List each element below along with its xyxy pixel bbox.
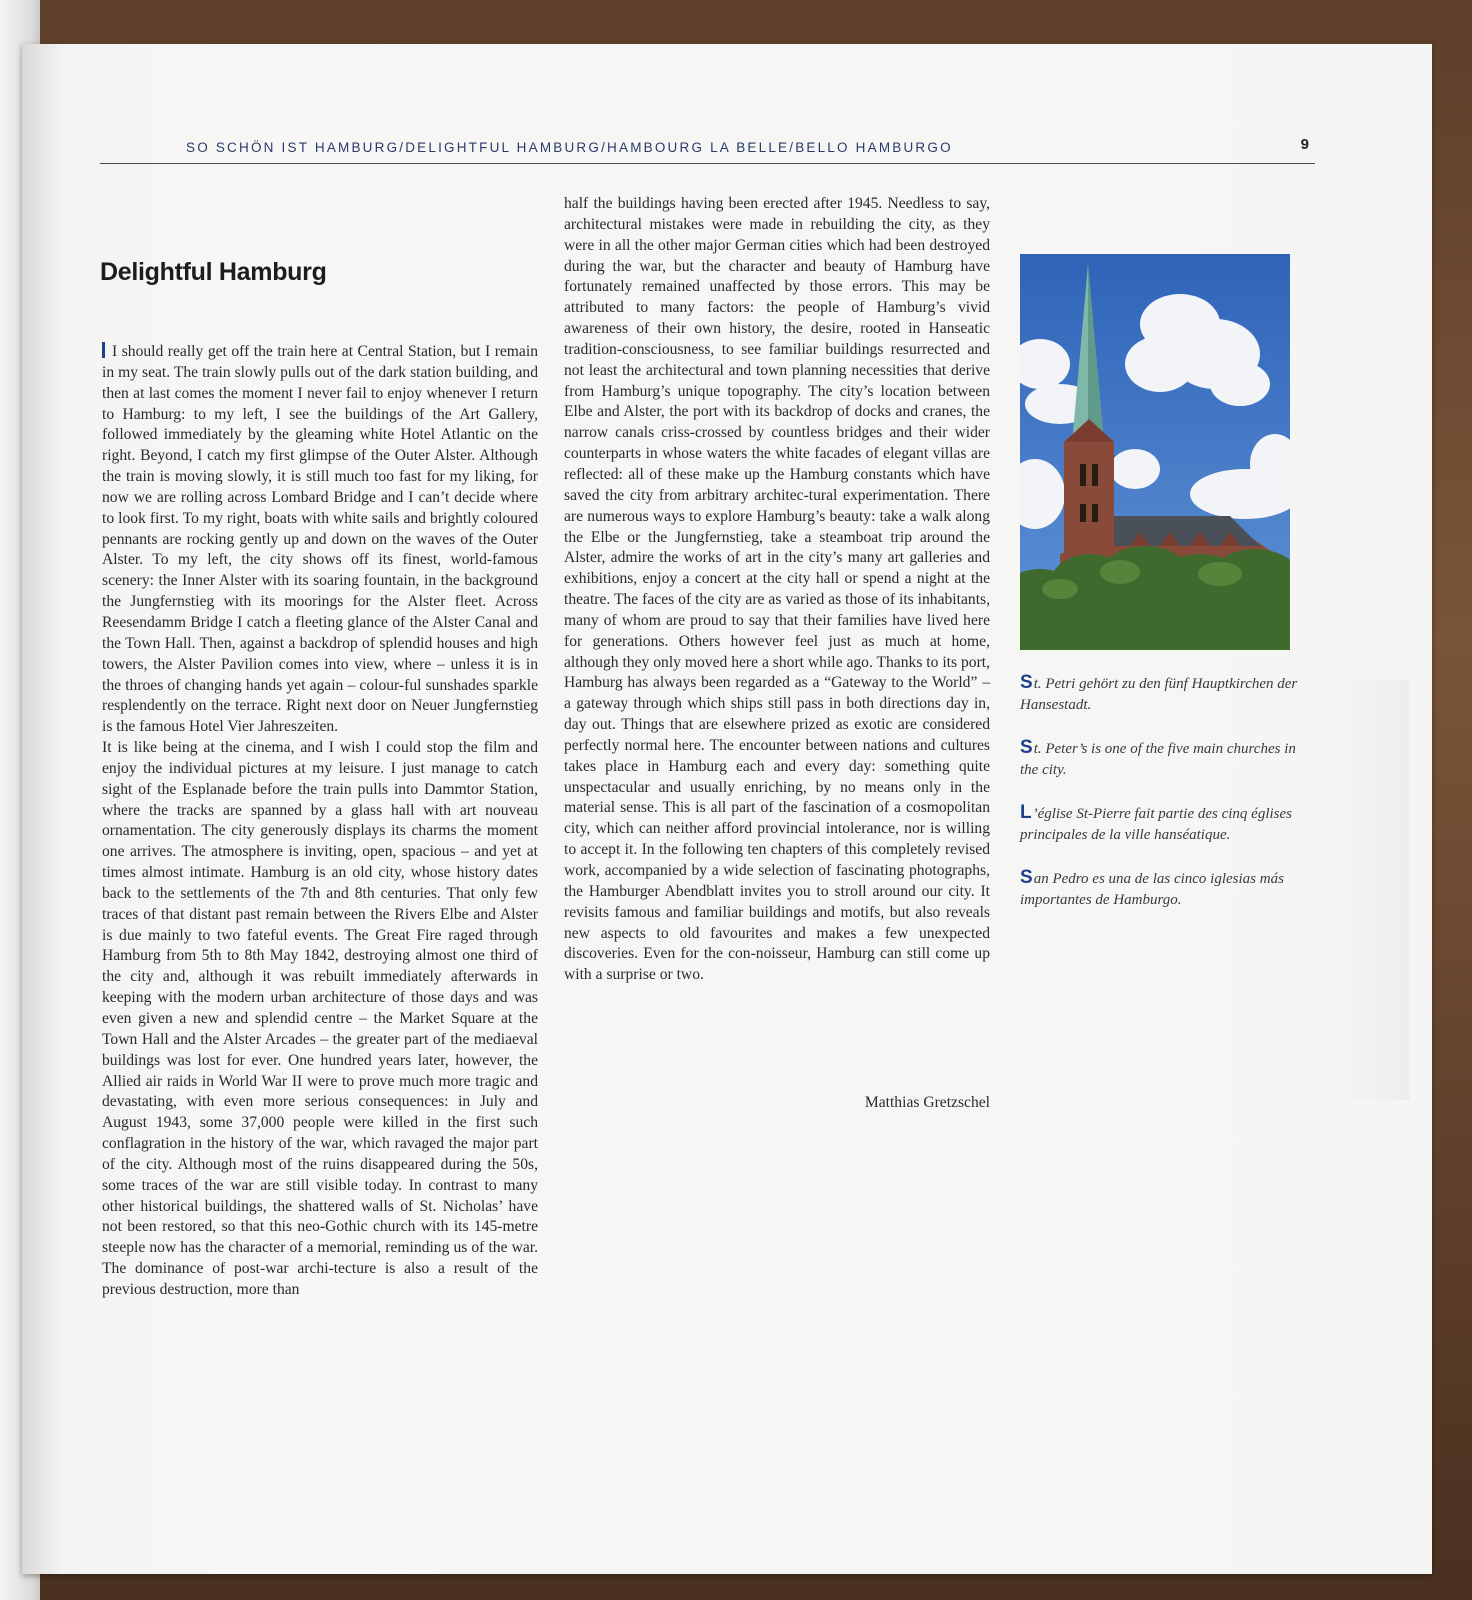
paragraph-1 bbox=[102, 342, 538, 738]
caption-initial: S bbox=[1020, 672, 1033, 693]
photo-captions bbox=[1020, 672, 1300, 932]
paragraph-1-text: I should really get off the train here at Central Station, but I remain in my seat. The train slowly pulls out of the dark station building, and then at last comes the moment I never fail to enjoy whenever I return to Hamburg: to my left, I see the buildings of the Art Gallery, followed immediately by the gleaming white Hotel Atlantic on the right. Beyond, I catch my first glimpse of the Outer Alster. Although the train is moving slowly, it is still much too fast for my liking, for now we are rolling across Lombard Bridge and I can’t decide where to look first. To my right, boats with white sails and brightly coloured pennants are rocking gently up and down on the waves of the Outer Alster. To my left, the city shows off its finest, world-famous scenery: the Inner Alster with its soaring fountain, in the background the Jungfernstieg with its moorings for the Alster fleet. Across Reesendamm Bridge I catch a fleeting glance of the Alster Canal and the Town Hall. Then, against a backdrop of splendid houses and high towers, the Alster Pavilion comes into view, where – unless it is in the throes of changing hands yet again – colour-ful sunshades sparkle resplendently on the terrace. Right next door on Neuer Jungfernstieg is the famous Hotel Vier Jahreszeiten. bbox=[102, 343, 538, 736]
caption-text: an Pedro es una de las cinco iglesias más importantes de Hamburgo. bbox=[1020, 871, 1284, 908]
caption-english bbox=[1020, 737, 1300, 781]
paragraph-2: It is like being at the cinema, and I wish I could stop the film and enjoy the individual pictures at my leisure. I just manage to catch sight of the Esplanade before the train pulls into Dammtor Station, where the tracks are spanned by a glass hall with art nouveau ornamentation. The city generously displays its charms the moment one arrives. The atmosphere is inviting, open, spacious – and yet at times almost intimate. Hamburg is an old city, whose history dates back to the settlements of the 7th and 8th centuries. That only few traces of that distant past remain between the Rivers Elbe and Alster is due mainly to two fateful events. The Great Fire raged through Hamburg from 5th to 8th May 1842, destroying almost one third of the city and, although it was rebuilt immediately afterwards in keeping with the modern urban architecture of those days and was even given a new and splendid centre – the Market Square at the Town Hall and the Alster Arcades – the greater part of the mediaeval buildings was lost for ever. One hundred years later, however, the Allied air raids in World War II were to prove much more tragic and devastating, with even more serious consequences: in July and August 1943, some 37,000 people were killed in the first such conflagration in the history of the war, which ravaged the major part of the city. Although most of the ruins disappeared during the 50s, some traces of the war are still visible today. In contrast to many other historical buildings, the shattered walls of St. Nicholas’ have not been restored, so that this neo-Gothic church with its 145-metre steeple now has the character of a memorial, reminding us of the war. The dominance of post-war archi-tecture is also a result of the previous destruction, more than bbox=[102, 739, 538, 1298]
author-signature: Matthias Gretzschel bbox=[864, 1094, 990, 1111]
caption-french bbox=[1020, 802, 1300, 846]
caption-spanish bbox=[1020, 867, 1300, 911]
caption-text: t. Petri gehört zu den fünf Hauptkirchen der Hansestadt. bbox=[1020, 676, 1298, 713]
caption-german bbox=[1020, 672, 1300, 716]
bleed-through-shadow bbox=[1330, 680, 1410, 1100]
caption-text: t. Peter’s is one of the five main churches in the city. bbox=[1020, 741, 1296, 778]
article-title: Delightful Hamburg bbox=[100, 258, 327, 286]
article-column-2 bbox=[564, 194, 990, 986]
dropcap-marker bbox=[102, 342, 105, 358]
caption-initial: S bbox=[1020, 737, 1033, 758]
st-petri-church-photo bbox=[1020, 254, 1290, 650]
caption-initial: L bbox=[1020, 802, 1032, 823]
paragraph-3: half the buildings having been erected after 1945. Needless to say, architectural mistakes were made in rebuilding the city, as they were in all the other major German cities which had been destroyed during the war, but the character and beauty of Hamburg have fortunately remained unaffected by those errors. This may be attributed to many factors: the people of Hamburg’s vivid awareness of their own history, the desire, rooted in Hanseatic tradition-consciousness, to see familiar buildings resurrected and not least the architectural and town planning necessities that derive from Hamburg’s unique topography. The city’s location between Elbe and Alster, the port with its backdrop of docks and cranes, the narrow canals criss-crossed by countless bridges and their wider counterparts in whose waters the white facades of elegant villas are reflected: all of these make up the Hamburg constants which have saved the city from arbitrary architec-tural experimentation. There are numerous ways to explore Hamburg’s beauty: take a walk along the Elbe or the Jungfernstieg, take a steamboat trip around the Alster, admire the works of art in the city’s many art galleries and exhibitions, enjoy a concert at the city hall or spend a night at the theatre. The faces of the city are as varied as those of its inhabitants, many of whom are proud to say that their families have lived here for generations. Others however feel just as much at home, although they only moved here a short while ago. Thanks to its port, Hamburg has always been regarded as a “Gateway to the World” – a gateway through which ships still pass in both directions day in, day out. Things that are elsewhere prized as exotic are considered perfectly normal here. The encounter between nations and cultures takes place in Hamburg each and every day: something quite unspectacular and usually enriching, by no means only in the material sense. This is all part of the fascination of a cosmopolitan city, which can neither afford provincial intolerance, nor is willing to accept it. In the following ten chapters of this completely revised work, accompanied by a wide selection of fascinating photographs, the Hamburger Abendblatt invites you to stroll around our city. It revisits famous and familiar buildings and motifs, but also reveals new aspects to old favourites and makes a few unexpected discoveries. Even for the con-noisseur, Hamburg can still come up with a surprise or two. bbox=[564, 195, 990, 984]
running-head bbox=[100, 136, 1315, 164]
caption-initial: S bbox=[1020, 867, 1033, 888]
running-title: SO SCHÖN IST HAMBURG/DELIGHTFUL HAMBURG/HAMBOURG LA BELLE/BELLO HAMBURGO bbox=[186, 140, 953, 155]
page-number: 9 bbox=[1300, 136, 1309, 153]
article-column-1 bbox=[102, 342, 538, 1301]
caption-text: ’église St-Pierre fait partie des cinq églises principales de la ville hanséatique. bbox=[1020, 806, 1292, 843]
